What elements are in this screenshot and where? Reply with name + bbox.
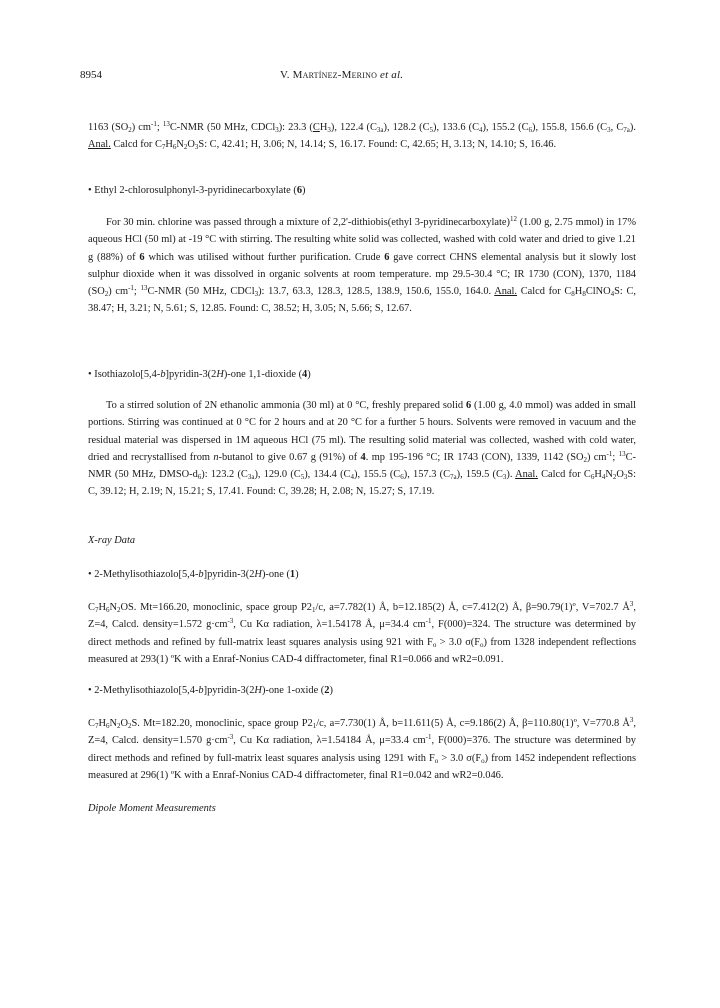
section-title-xray: X-ray Data [88,535,136,546]
paragraph-xray-compound-1: $C_7H_6N_2OS$. Mt=166.20, monoclinic, space group $P2_1/c$, a=7.782(1) Å, b=12.185(2) Å, c=7.412(2) Å, β=90.79(1)º, V=702.7 $Å^3$, Z=4, Calcd. density=1.572 $g\cdot cm^{-3}$, Cu Kα radiation, λ=1.54178 Å, μ=34.4 $cm^{-1}$, F(000)=324. The structure was determined by direct methods and refined by full-matrix least squares analysis using 921 with $F_o > 3.0$ $\sigma(F_o)$ from 1328 independent reflections measured at 293(1) ºK with a Enraf-Nonius CAD-4 diffractometer, final R1=0.066 and wR2=0.091. [88,600,637,665]
running-head: V. Martínez-Merino et al. [280,69,404,81]
section-title-dipole: Dipole Moment Measurements [88,803,216,814]
page-number: 8954 [80,69,102,81]
paragraph-compound-3-data: 1163 $(SO_2)$ $cm^{-1}$; $^{13}$C-NMR (50 MHz, CDCl$_3$): 23.3 $(CH_3)$, 122.4 $(C_{3a})$, 128.2 $(C_5)$, 133.6 $(C_4)$, 155.2 $(C_6)$, 155.8, 156.6 ($C_3$, $C_{7a}$). Anal. Calcd for $C_7H_6N_2O_3S$: C, 42.41; H, 3.06; N, 14.14; S, 16.17. Found: C, 42.65; H, 3.13; N, 14.10; S, 16.46. [88,120,636,152]
paragraph-compound-6: For 30 min. chlorine was passed through a mixture of 2,2'-dithiobis(ethyl 3-pyridinecarboxylate)$^{12}$ (1.00 g, 2.75 mmol) in 17% aqueous HCl (50 ml) at -19 °C with stirring. The resulting white solid was collected, washed with cold water and dried to give 1.21 g (88%) of 6 which was utilised without further purification. Crude 6 gave correct CHNS elemental analysis but it slowly lost sulphur dioxide when it was dissolved in organic solvents at room temperature. mp 29.5-30.4 °C; IR 1730 (CON), 1370, 1184 $(SO_2)$ $cm^{-1}$; $^{13}$C-NMR (50 MHz, CDCl$_3$): 13.7, 63.3, 128.3, 128.5, 138.9, 150.6, 155.0, 164.0. Anal. Calcd for $C_8H_8ClNO_4S$: C, 38.47; H, 3.21; N, 5.61; S, 12.85. Found: C, 38.52; H, 3.05; N, 5.66; S, 12.67. [88,215,636,315]
section-xray-data [88,532,636,549]
heading-compound-6: • Ethyl 2-chlorosulphonyl-3-pyridinecarboxylate (6) [88,185,306,196]
paragraph-compound-4: To a stirred solution of 2N ethanolic ammonia (30 ml) at 0 °C, freshly prepared solid 6 (1.00 g, 4.0 mmol) was added in small portions. Stirring was continued at 0 °C for 2 hours and at 20 °C for a further 5 hours. Solvents were removed in vacuum and the residual material was dispersed in 1M aqueous HCl (75 ml). The resulting solid material was collected, washed with cold water, dried and recrystallised from n-butanol to give 0.67 g (91%) of 4. mp 195-196 °C; IR 1743 (CON), 1339, 1142 $(SO_2)$ $cm^{-1}$; $^{13}$C-NMR (50 MHz, DMSO-$d_6$): 123.2 $(C_{3a})$, 129.0 $(C_5)$, 134.4 $(C_4)$, 155.5 $(C_6)$, 157.3 $(C_{7a})$, 159.5 $(C_3)$. Anal. Calcd for $C_6H_4N_2O_3S$: C, 39.12; H, 2.19; N, 15.21; S, 17.41. Found: C, 39.28; H, 2.08; N, 15.27; S, 17.19. [88,400,637,498]
heading-compound-1: • 2-Methylisothiazolo[5,4-b]pyridin-3(2H)-one (1) [88,569,299,580]
section-dipole-moment [88,800,636,817]
heading-compound-4: • Isothiazolo[5,4-b]pyridin-3(2H)-one 1,1-dioxide (4) [88,369,311,380]
paragraph-xray-compound-2: $C_7H_6N_2O_2S$. Mt=182.20, monoclinic, space group $P2_1/c$, a=7.730(1) Å, b=11.611(5) Å, c=9.186(2) Å, β=110.80(1)º, V=770.8 $Å^3$, Z=4, Calcd. density=1.570 $g\cdot cm^{-3}$, Cu Kα radiation, λ=1.54184 Å, μ=33.4 $cm^{-1}$, F(000)=376. The structure was determined by direct methods and refined by full-matrix least squares analysis using 1291 with $F_o > 3.0$ $\sigma(F_o)$ from 1452 independent reflections measured at 296(1) ºK with a Enraf-Nonius CAD-4 diffractometer, final R1=0.042 and wR2=0.046. [88,716,637,781]
heading-compound-2: • 2-Methylisothiazolo[5,4-b]pyridin-3(2H)-one 1-oxide (2) [88,685,333,696]
